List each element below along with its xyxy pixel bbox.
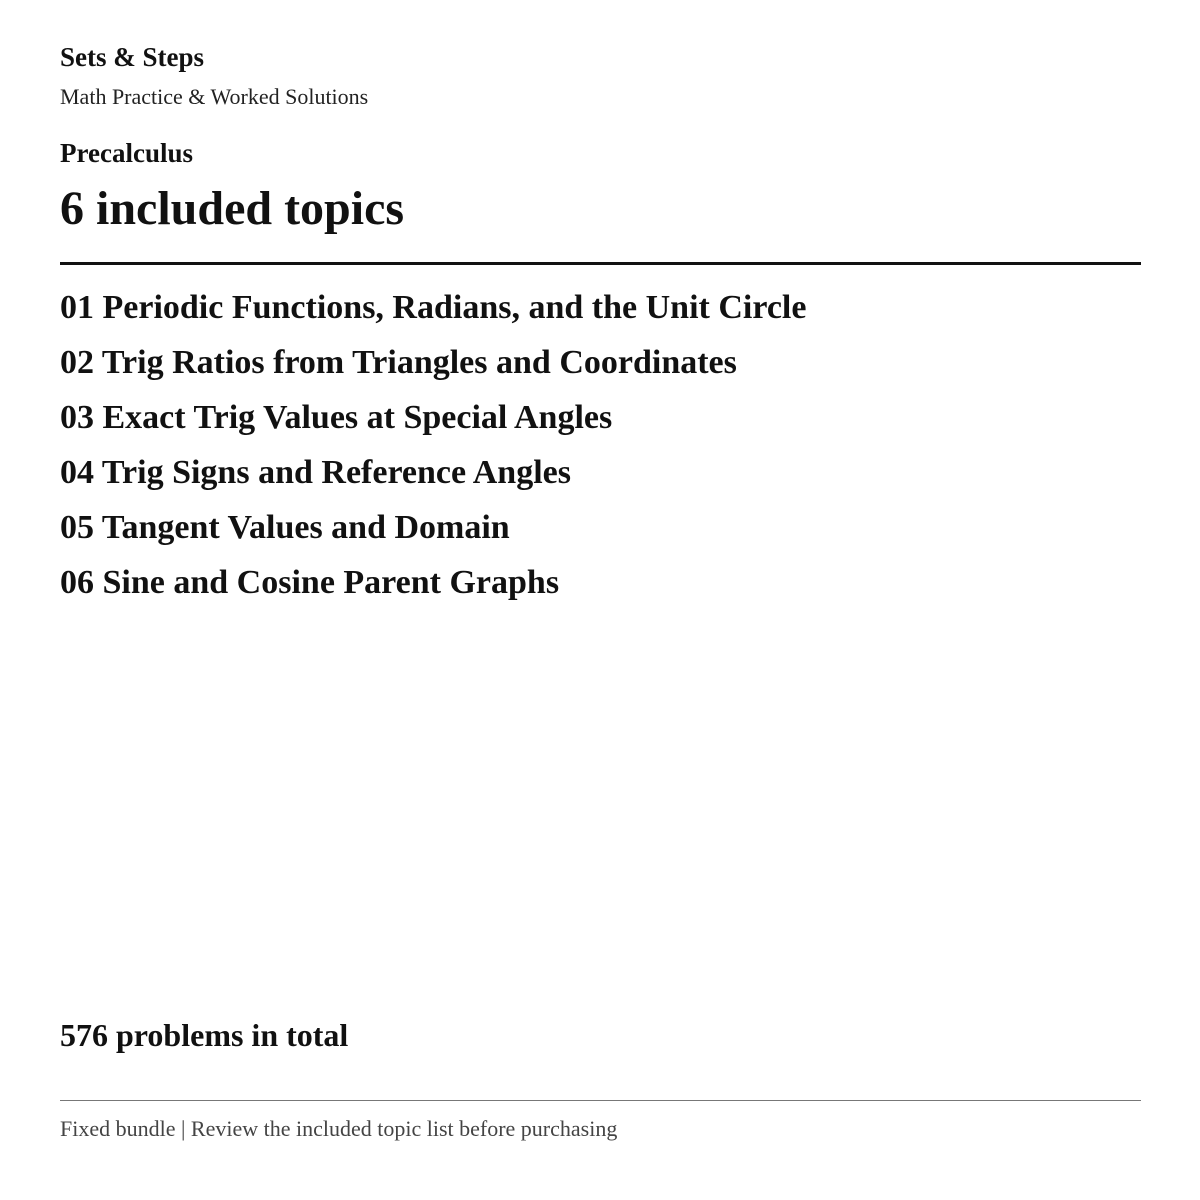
topic-list: [60, 280, 806, 610]
topic-item: 02 Trig Ratios from Triangles and Coordinates: [60, 344, 737, 381]
topic-item: 06 Sine and Cosine Parent Graphs: [60, 564, 560, 601]
topic-item: 01 Periodic Functions, Radians, and the Unit Circle: [60, 289, 807, 326]
brand-name: Sets & Steps: [60, 42, 205, 72]
header-divider: [60, 262, 1141, 265]
page-title: 6 included topics: [60, 182, 405, 235]
topic-item: 05 Tangent Values and Domain: [60, 509, 510, 546]
footer-divider: [60, 1100, 1141, 1101]
course-name: Precalculus: [60, 138, 193, 168]
footer-note: Fixed bundle | Review the included topic list before purchasing: [60, 1116, 618, 1141]
product-sheet: [60, 0, 1141, 1200]
topic-item: 04 Trig Signs and Reference Angles: [60, 454, 571, 491]
problem-total: 576 problems in total: [60, 1017, 349, 1053]
brand-tagline: Math Practice & Worked Solutions: [60, 84, 369, 109]
topic-item: 03 Exact Trig Values at Special Angles: [60, 399, 613, 436]
